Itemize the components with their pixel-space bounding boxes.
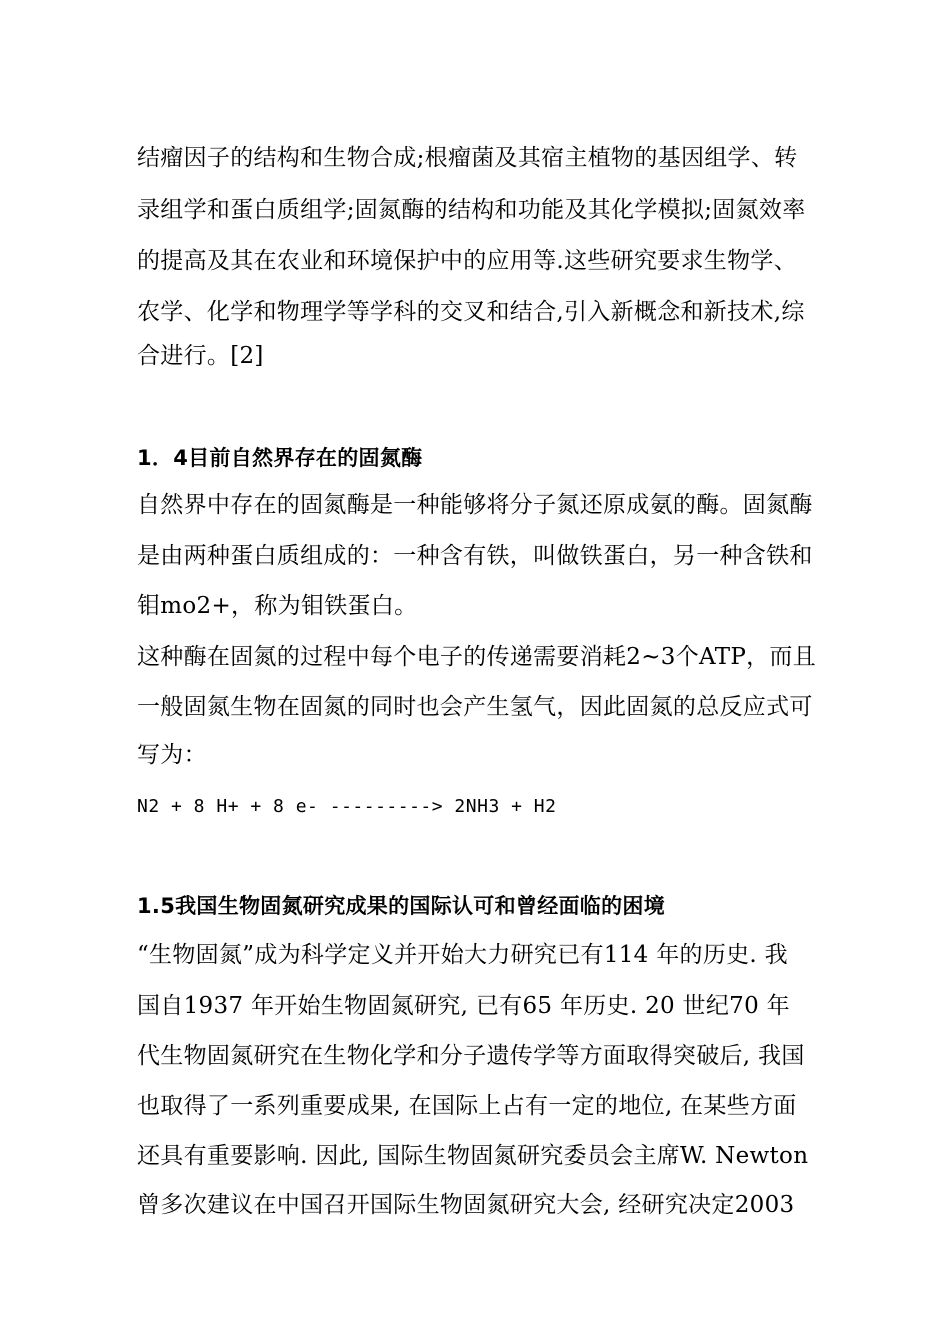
- text-line: 国自1937 年开始生物固氮研究, 已有65 年历史. 20 世纪70 年: [137, 993, 790, 1019]
- text-line: 一般固氮生物在固氮的同时也会产生氢气，因此固氮的总反应式可: [137, 694, 813, 720]
- text-line: 的提高及其在农业和环境保护中的应用等.这些研究要求生物学、: [137, 248, 798, 274]
- text-line: 也取得了一系列重要成果, 在国际上占有一定的地位, 在某些方面: [137, 1093, 797, 1119]
- section-heading-1-4: 1．4目前自然界存在的固氮酶: [137, 446, 423, 470]
- text-line: 合进行。[2]: [137, 343, 264, 369]
- text-line: 这种酶在固氮的过程中每个电子的传递需要消耗2~3个ATP，而且: [137, 644, 817, 670]
- text-line: 代生物固氮研究在生物化学和分子遗传学等方面取得突破后, 我国: [137, 1043, 805, 1069]
- text-line: 写为：: [137, 742, 207, 768]
- text-line: 还具有重要影响. 因此, 国际生物固氮研究委员会主席W. Newton: [137, 1143, 809, 1169]
- text-line: 是由两种蛋白质组成的：一种含有铁，叫做铁蛋白，另一种含铁和: [137, 543, 813, 569]
- text-line: 曾多次建议在中国召开国际生物固氮研究大会, 经研究决定2003: [137, 1192, 795, 1218]
- text-line: 自然界中存在的固氮酶是一种能够将分子氮还原成氨的酶。固氮酶: [137, 492, 813, 518]
- reaction-equation: N2 + 8 H+ + 8 e- ---------> 2NH3 + H2: [137, 796, 557, 817]
- text-line: 录组学和蛋白质组学;固氮酶的结构和功能及其化学模拟;固氮效率: [137, 197, 806, 223]
- text-line: 钼mo2+，称为钼铁蛋白。: [137, 593, 418, 619]
- section-heading-1-5: 1.5我国生物固氮研究成果的国际认可和曾经面临的困境: [137, 894, 665, 918]
- text-line: 结瘤因子的结构和生物合成;根瘤菌及其宿主植物的基因组学、转: [137, 145, 798, 171]
- text-line: “生物固氮”成为科学定义并开始大力研究已有114 年的历史. 我: [137, 942, 788, 968]
- text-line: 农学、化学和物理学等学科的交叉和结合,引入新概念和新技术,综: [137, 299, 805, 325]
